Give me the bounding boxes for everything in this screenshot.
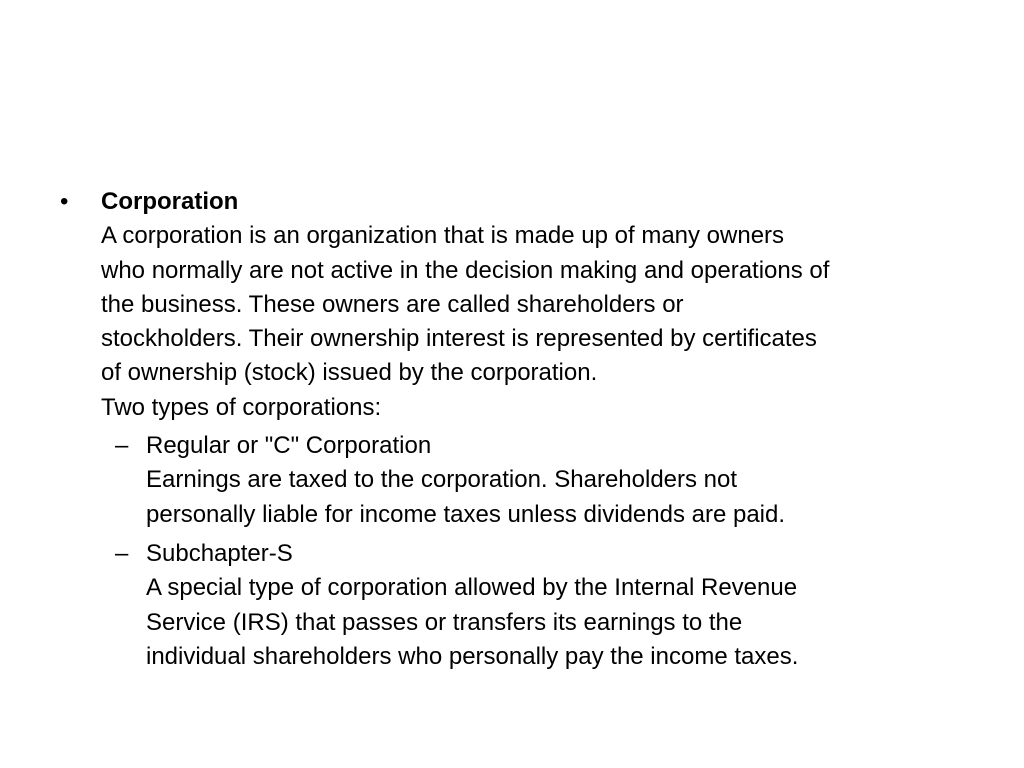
definition-line: stockholders. Their ownership interest is represented by certificates [101,325,817,353]
definition-line: the business. These owners are called shareholders or [101,290,684,318]
subitem-line: individual shareholders who personally pay the income taxes. [146,642,799,670]
definition-line: A corporation is an organization that is made up of many owners [101,222,785,250]
definition-line: of ownership (stock) issued by the corporation. [101,359,598,387]
subitem-title: Regular or "C" Corporation [146,432,432,460]
subitem-title: Subchapter-S [146,539,293,567]
dash-icon: – [115,432,129,460]
subitem-line: Service (IRS) that passes or transfers its earnings to the [146,608,743,636]
subitem-subchapter-s [60,537,980,674]
types-intro: Two types of corporations: [101,393,382,421]
bullet-item-corporation [60,185,980,425]
slide-content [60,185,980,679]
dash-icon: – [115,539,129,567]
definition-line: who normally are not active in the decision making and operations of [101,256,830,284]
subitem-line: A special type of corporation allowed by the Internal Revenue [146,574,798,602]
subitem-line: Earnings are taxed to the corporation. Shareholders not [146,466,738,494]
subitem-line: personally liable for income taxes unless dividends are paid. [146,500,786,528]
corporation-types-list [60,429,980,674]
subitem-c-corporation [60,429,980,532]
bullet-icon: • [60,188,69,215]
corporation-heading: Corporation [101,188,239,215]
